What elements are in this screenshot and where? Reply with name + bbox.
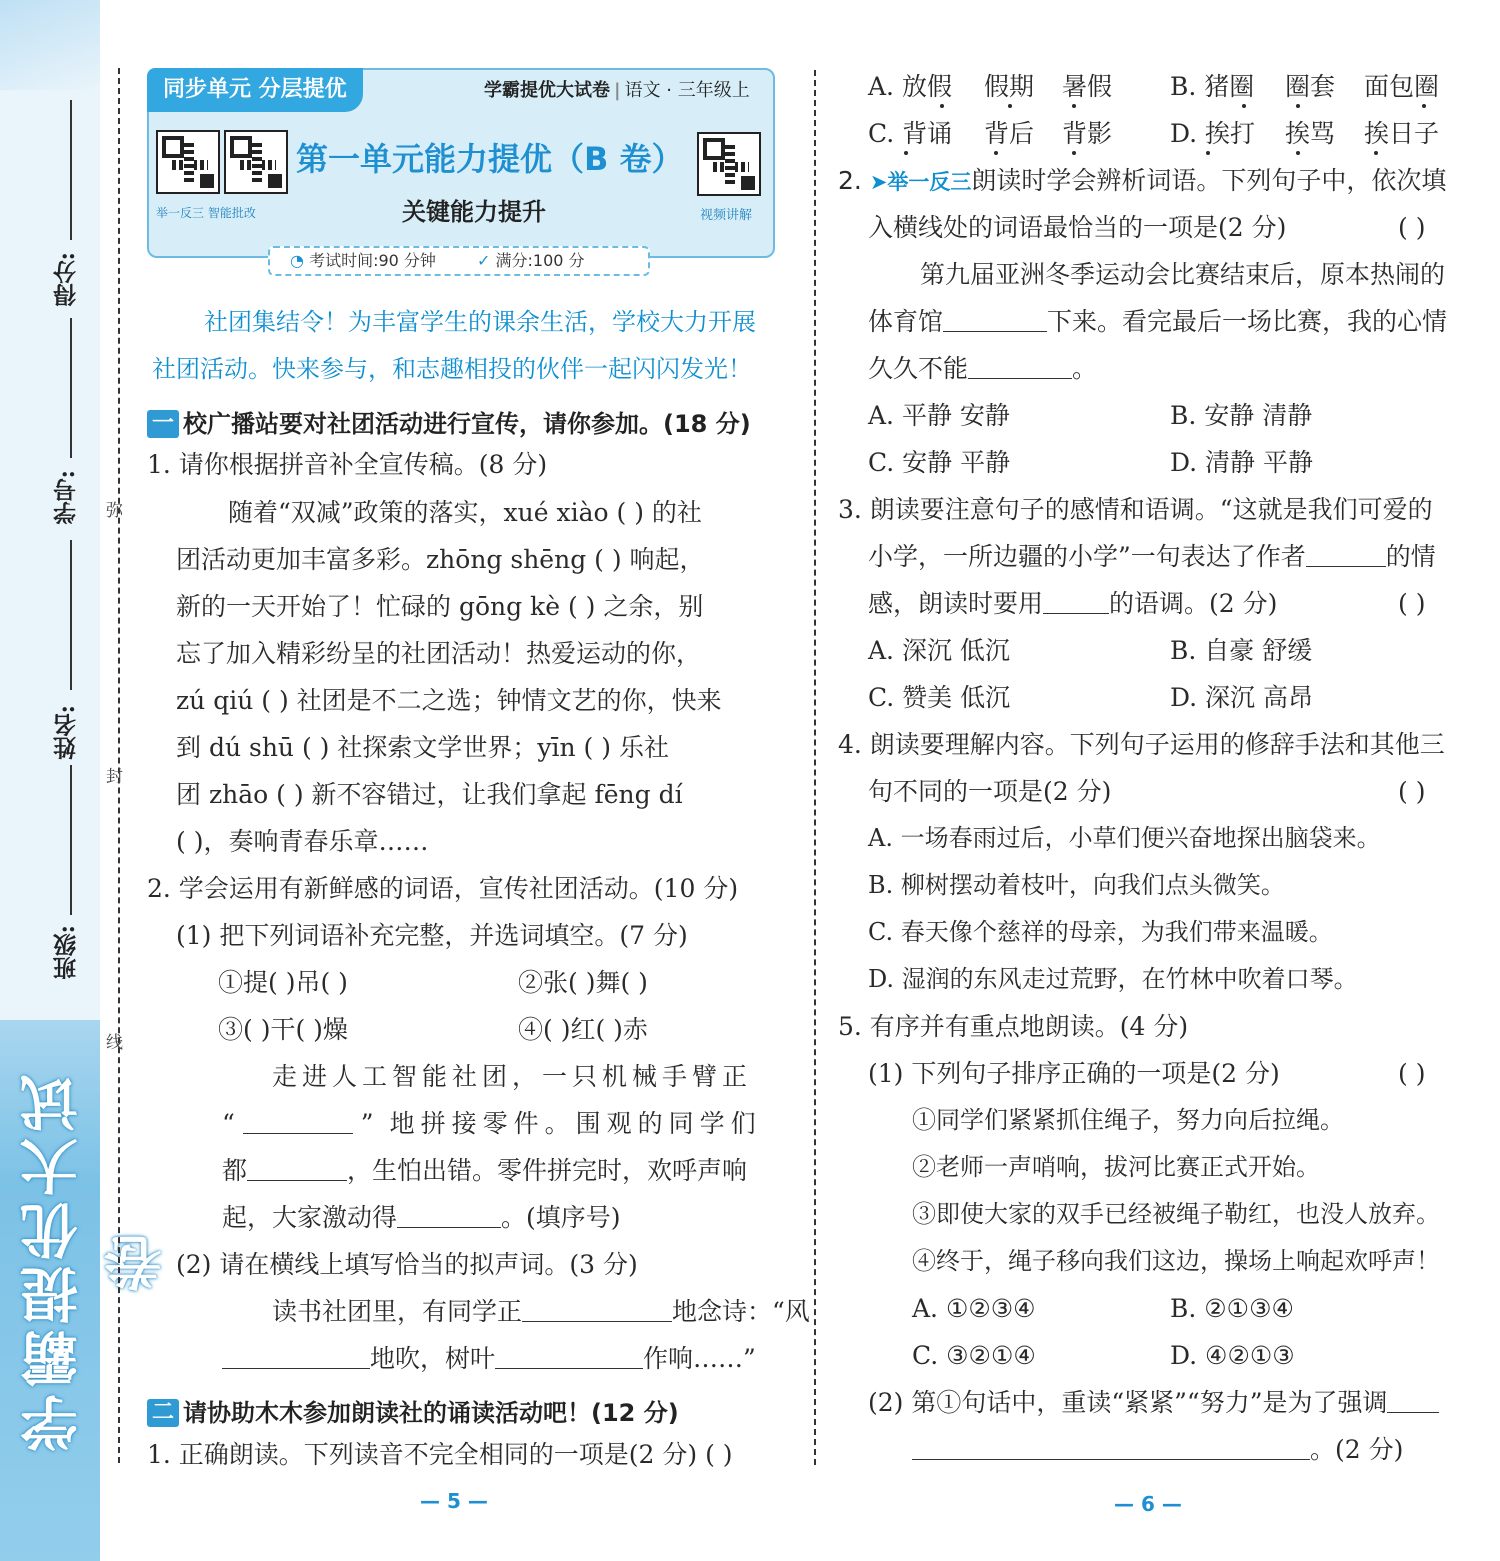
r-q1-opt-b-w2: 圈套	[1285, 72, 1336, 101]
r-q3-opt-d[interactable]: D. 深沉 高昂	[1170, 683, 1313, 712]
r-q4-line-2: 句不同的一项是(2 分)	[868, 777, 1112, 806]
section-2-heading	[147, 1393, 679, 1428]
r-q2-opt-c[interactable]: C. 安静 平静	[868, 448, 1011, 477]
clock-icon: ◔	[290, 251, 304, 270]
page-number-left: — 5 —	[420, 1489, 488, 1513]
r-q2-blank-2[interactable]	[968, 356, 1072, 379]
s1-p1-line-5: zú qiú ( ) 社团是不二之选；钟情文艺的你，快来	[176, 686, 722, 715]
ono-blank-1[interactable]	[522, 1299, 672, 1322]
r-q1-opt-c-w3: 背影	[1062, 119, 1113, 148]
fill-blank-1[interactable]	[243, 1111, 353, 1134]
r-q5-2: (2) 第①句话中，重读“紧紧”“努力”是为了强调	[868, 1390, 1439, 1415]
r-q1-opt-b-w3: 面包圈	[1364, 72, 1440, 101]
r-q5-opt-d[interactable]: D. ④②①③	[1170, 1341, 1295, 1370]
r-q5-opt-c[interactable]: C. ③②①④	[912, 1341, 1036, 1370]
section-1-heading	[147, 404, 751, 439]
unit-subtitle: 关键能力提升	[402, 198, 546, 226]
fill-line-1: 走进人工智能社团，一只机械手臂正	[272, 1062, 753, 1091]
ono-line-1: 读书社团里，有同学正 地念诗：“风	[272, 1297, 810, 1326]
ono-blank-3[interactable]	[495, 1346, 643, 1369]
word-blank-3: ③( )干( )燥	[218, 1015, 348, 1044]
qr-left-caption: 举一反三 智能批改	[156, 206, 256, 220]
ono-line-2: 地吹，树叶 作响……”	[222, 1346, 756, 1371]
series-header: 学霸提优大试卷 | 语文 · 三年级上	[484, 80, 750, 101]
s1-p1-line-2: 团活动更加丰富多彩。zhōng shēng ( ) 响起，	[176, 545, 705, 574]
full-score: 满分:100 分	[495, 251, 585, 270]
r-q2-passage-3: 久久不能 。	[868, 354, 1098, 383]
page-number-right: — 6 —	[1114, 1492, 1182, 1516]
r-q3-blank-2[interactable]	[1043, 591, 1109, 614]
word-blank-2: ②张( )舞( )	[518, 968, 648, 997]
r-q5-line: 5. 有序并有重点地朗读。(4 分)	[838, 1012, 1189, 1041]
s1-p1-line-1: 随着“双减”政策的落实，xué xiào ( ) 的社	[228, 498, 702, 527]
header-tab-label: 同步单元 分层提优	[147, 68, 363, 112]
s1-p1-line-6: 到 dú shū ( ) 社探索文学世界；yīn ( ) 乐社	[176, 733, 669, 762]
section-1-number: 一	[147, 410, 179, 438]
student-id-line[interactable]	[70, 318, 72, 458]
r-q2-passage-2: 体育馆 下来。看完最后一场比赛，我的心情	[868, 307, 1448, 336]
qr-code-left-1[interactable]	[156, 130, 220, 194]
r-q4-line-1: 4. 朗读要理解内容。下列句子运用的修辞手法和其他三	[838, 730, 1445, 759]
fill-line-4: 起，大家激动得 。(填序号)	[222, 1203, 621, 1232]
class-line[interactable]	[70, 765, 72, 915]
student-id-label: 学号:	[53, 470, 80, 525]
s1-p1-line-3: 新的一天开始了！忙碌的 gōng kè ( ) 之余，别	[176, 592, 704, 621]
fold-mark-1: 弥	[106, 501, 123, 521]
r-q2-line-1: 2. ➤举一反三朗读时学会辨析词语。下列句子中，依次填	[838, 166, 1447, 195]
r-q5-2-blank-a[interactable]	[1387, 1390, 1439, 1413]
word-blank-1: ①提( )吊( )	[218, 968, 348, 997]
r-q1-opt-c-w2: 背后	[984, 119, 1035, 148]
r-q5-opt-b[interactable]: B. ②①③④	[1170, 1294, 1294, 1323]
exam-info-badge	[268, 246, 650, 276]
strip-top-decoration	[0, 0, 100, 90]
r-q2-opt-b[interactable]: B. 安静 清静	[1170, 401, 1313, 430]
score-label: 得分:	[53, 252, 80, 307]
r-q2-blank-1[interactable]	[943, 309, 1047, 332]
qr-code-left-2[interactable]	[224, 130, 288, 194]
r-q3-line-3: 感，朗读时要用 的语调。(2 分)	[868, 589, 1278, 618]
r-q2-passage-1: 第九届亚洲冬季运动会比赛结束后，原本热闹的	[920, 260, 1446, 289]
class-label: 班级:	[53, 925, 80, 980]
center-divider	[814, 70, 816, 1465]
r-q1-opt-d-w3: 挨日子	[1364, 119, 1440, 148]
fill-blank-2[interactable]	[247, 1158, 347, 1181]
r-q5-opt-a[interactable]: A. ①②③④	[912, 1294, 1036, 1323]
r-q1-opt-d-w2: 挨骂	[1285, 119, 1336, 148]
fill-line-2: “ ” 地拼接零件。围观的同学们	[222, 1109, 762, 1138]
r-q5-sentence-3: ③即使大家的双手已经被绳子勒红，也没人放弃。	[912, 1200, 1440, 1228]
section-1-title: 校广播站要对社团活动进行宣传，请你参加。(18 分)	[183, 410, 751, 438]
s1-p1-line-7: 团 zhāo ( ) 新不容错过，让我们拿起 fēng dí	[176, 780, 683, 809]
r-q2-opt-d[interactable]: D. 清静 平静	[1170, 448, 1313, 477]
s1-q2: 2. 学会运用有新鲜感的词语，宣传社团活动。(10 分)	[147, 874, 739, 903]
qr-code-right[interactable]	[697, 132, 761, 196]
r-q5-2-blank-b[interactable]	[912, 1437, 1310, 1460]
name-label: 姓名:	[53, 705, 80, 760]
fill-blank-3[interactable]	[397, 1205, 501, 1228]
qr-right-caption: 视频讲解	[700, 208, 753, 223]
word-blank-4: ④( )红( )赤	[518, 1015, 648, 1044]
s1-q2-2: (2) 请在横线上填写恰当的拟声词。(3 分)	[176, 1250, 638, 1279]
r-q4-opt-b[interactable]: B. 柳树摆动着枝叶，向我们点头微笑。	[868, 871, 1285, 899]
r-q1-opt-a-label: A. 放假	[868, 72, 952, 101]
r-q3-opt-b[interactable]: B. 自豪 舒缓	[1170, 636, 1313, 665]
r-q4-opt-c[interactable]: C. 春天像个慈祥的母亲，为我们带来温暖。	[868, 918, 1333, 946]
r-q3-line-1: 3. 朗读要注意句子的感情和语调。“这就是我们可爱的	[838, 495, 1433, 524]
unit-title: 第一单元能力提优（B 卷）	[296, 140, 684, 178]
r-q1-opt-b-label: B. 猪圈	[1170, 72, 1255, 101]
r-q1-opt-a-w3: 暑假	[1062, 72, 1113, 101]
s1-q1: 1. 请你根据拼音补全宣传稿。(8 分)	[147, 450, 548, 479]
r-q5-2-line-2: 。(2 分)	[912, 1437, 1403, 1462]
r-q5-sentence-2: ②老师一声哨响，拔河比赛正式开始。	[912, 1153, 1320, 1181]
r-q2-opt-a[interactable]: A. 平静 安静	[868, 401, 1010, 430]
r-q1-opt-d-label: D. 挨打	[1170, 119, 1256, 148]
r-q5-1: (1) 下列句子排序正确的一项是(2 分)	[868, 1059, 1280, 1088]
r-q5-sentence-4: ④终于，绳子移向我们这边，操场上响起欢呼声！	[912, 1247, 1440, 1275]
r-q5-sentence-1: ①同学们紧紧抓住绳子，努力向后拉绳。	[912, 1106, 1344, 1134]
fill-line-3: 都 ，生怕出错。零件拼完时，欢呼声响	[222, 1156, 748, 1185]
s1-q2-1: (1) 把下列词语补充完整，并选词填空。(7 分)	[176, 921, 688, 950]
r-q3-line-2: 小学，一所边疆的小学”一句表达了作者 的情	[868, 542, 1436, 571]
check-icon: ✓	[477, 251, 491, 270]
intro-line-2: 社团活动。快来参与，和志趣相投的伙伴一起闪闪发光！	[152, 355, 752, 383]
side-brand-title: 学霸提优大试卷	[20, 1068, 172, 1452]
score-line[interactable]	[70, 100, 72, 240]
r-q4-opt-d[interactable]: D. 湿润的东风走过荒野，在竹林中吹着口琴。	[868, 965, 1358, 993]
s1-p1-line-4: 忘了加入精彩纷呈的社团活动！热爱运动的你，	[176, 639, 702, 668]
r-q1-opt-a-w2: 假期	[984, 72, 1035, 101]
exam-time: 考试时间:90 分钟	[309, 251, 436, 270]
r-q5-1-answer-paren[interactable]: ( )	[1398, 1059, 1426, 1088]
s1-p1-line-8: ( )，奏响青春乐章……	[176, 827, 429, 856]
r-q3-opt-a[interactable]: A. 深沉 低沉	[868, 636, 1010, 665]
r-q1-opt-c-label: C. 背诵	[868, 119, 953, 148]
fold-mark-2: 封	[106, 767, 123, 787]
r-q3-blank-1[interactable]	[1306, 544, 1386, 567]
section-2-title: 请协助木木参加朗读社的诵读活动吧！(12 分)	[183, 1399, 679, 1427]
r-q4-answer-paren[interactable]: ( )	[1398, 777, 1426, 806]
r-q3-answer-paren[interactable]: ( )	[1398, 589, 1426, 618]
name-line[interactable]	[70, 540, 72, 690]
fold-mark-3: 线	[106, 1033, 123, 1053]
r-q4-opt-a[interactable]: A. 一场春雨过后，小草们便兴奋地探出脑袋来。	[868, 824, 1381, 852]
section-2-number: 二	[147, 1399, 179, 1427]
ono-blank-2[interactable]	[222, 1346, 370, 1369]
r-q2-answer-paren[interactable]: ( )	[1398, 213, 1426, 242]
intro-line-1: 社团集结令！为丰富学生的课余生活，学校大力开展	[204, 308, 756, 336]
s2-q1: 1. 正确朗读。下列读音不完全相同的一项是(2 分) ( )	[147, 1440, 733, 1469]
r-q3-opt-c[interactable]: C. 赞美 低沉	[868, 683, 1011, 712]
r-q2-line-2: 入横线处的词语最恰当的一项是(2 分)	[868, 213, 1287, 242]
